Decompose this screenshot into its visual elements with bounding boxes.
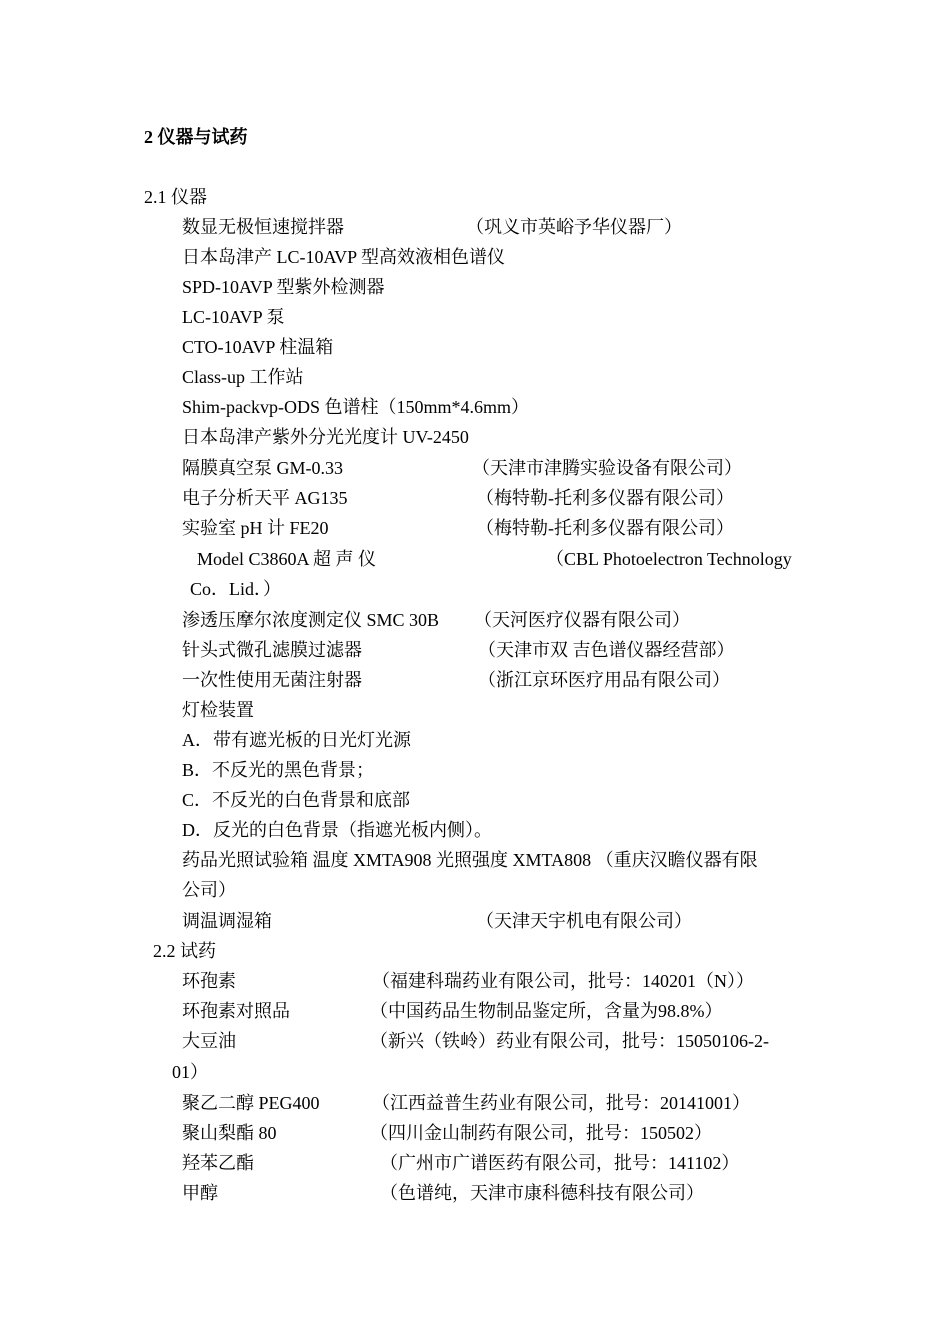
instrument-maker: （CBL Photoelectron Technology bbox=[546, 549, 792, 569]
instrument-maker: （天津市双 吉色谱仪器经营部） bbox=[478, 640, 735, 660]
reagent-name: 环孢素对照品 bbox=[182, 1001, 290, 1021]
reagent-name: 羟苯乙酯 bbox=[182, 1153, 254, 1173]
reagent-name: 大豆油 bbox=[182, 1031, 236, 1051]
reagent-maker: （福建科瑞药业有限公司，批号：140201（N）） bbox=[372, 971, 754, 991]
instrument-name: 日本岛津产 LC-10AVP 型高效液相色谱仪 bbox=[182, 247, 506, 267]
reagent-maker: （广州市广谱医药有限公司，批号：141102） bbox=[380, 1153, 740, 1173]
reagent-maker: （中国药品生物制品鉴定所，含量为98.8%） bbox=[370, 1001, 723, 1021]
instrument-name: 一次性使用无菌注射器 bbox=[182, 670, 362, 690]
instrument-name: Shim-packvp-ODS 色谱柱（150mm*4.6mm） bbox=[182, 397, 529, 417]
reagent-name: 聚乙二醇 PEG400 bbox=[182, 1093, 320, 1113]
instrument-name: 调温调湿箱 bbox=[182, 911, 272, 931]
reagent-maker-cont: 01） bbox=[172, 1062, 208, 1082]
instrument-name: 实验室 pH 计 FE20 bbox=[182, 518, 329, 538]
instrument-maker-cont: Co．Lid．） bbox=[190, 579, 282, 599]
instrument-name: Model C3860A 超 声 仪 bbox=[197, 549, 377, 569]
reagent-name: 环孢素 bbox=[182, 971, 236, 991]
instrument-name: 隔膜真空泵 GM-0.33 bbox=[182, 458, 343, 478]
instrument-maker: （天津天宇机电有限公司） bbox=[476, 911, 692, 931]
instrument-name: 数显无极恒速搅拌器 bbox=[182, 217, 344, 237]
reagent-name: 聚山梨酯 80 bbox=[182, 1123, 277, 1143]
instrument-name: 电子分析天平 AG135 bbox=[182, 488, 348, 508]
reagent-maker: （新兴（铁岭）药业有限公司，批号：15050106-2- bbox=[370, 1031, 769, 1051]
instrument-name: CTO-10AVP 柱温箱 bbox=[182, 337, 334, 357]
subsection-reagents: 2.2 试药 bbox=[153, 941, 216, 961]
reagent-name: 甲醇 bbox=[182, 1183, 218, 1203]
instrument-light-box: 药品光照试验箱 温度 XMTA908 光照强度 XMTA808 （重庆汉瞻仪器有限 bbox=[182, 850, 758, 870]
instrument-maker: （梅特勒-托利多仪器有限公司） bbox=[476, 488, 734, 508]
instrument-name: 渗透压摩尔浓度测定仪 SMC 30B bbox=[182, 610, 440, 630]
section-heading: 2 仪器与试药 bbox=[144, 127, 248, 147]
subsection-instruments: 2.1 仪器 bbox=[144, 187, 207, 207]
list-item: C．不反光的白色背景和底部 bbox=[182, 790, 411, 810]
instrument-light-box-cont: 公司） bbox=[182, 880, 236, 900]
instrument-name: 日本岛津产紫外分光光度计 UV-2450 bbox=[182, 427, 469, 447]
list-item: D．反光的白色背景（指遮光板内侧）。 bbox=[182, 820, 492, 840]
instrument-maker: （梅特勒-托利多仪器有限公司） bbox=[476, 518, 734, 538]
instrument-name: 针头式微孔滤膜过滤器 bbox=[182, 640, 362, 660]
instrument-maker: （天津市津腾实验设备有限公司） bbox=[472, 458, 742, 478]
instrument-name: LC-10AVP 泵 bbox=[182, 307, 285, 327]
instrument-name: 灯检装置 bbox=[182, 700, 254, 720]
instrument-name: SPD-10AVP 型紫外检测器 bbox=[182, 277, 385, 297]
reagent-maker: （色谱纯，天津市康科德科技有限公司） bbox=[380, 1183, 704, 1203]
instrument-maker: （天河医疗仪器有限公司） bbox=[474, 610, 690, 630]
reagent-maker: （江西益普生药业有限公司，批号：20141001） bbox=[372, 1093, 750, 1113]
instrument-name: Class-up 工作站 bbox=[182, 367, 304, 387]
instrument-maker: （浙江京环医疗用品有限公司） bbox=[478, 670, 730, 690]
instrument-maker: （巩义市英峪予华仪器厂） bbox=[466, 217, 682, 237]
reagent-maker: （四川金山制药有限公司，批号：150502） bbox=[370, 1123, 712, 1143]
list-item: B．不反光的黑色背景； bbox=[182, 760, 375, 780]
list-item: A．带有遮光板的日光灯光源 bbox=[182, 730, 411, 750]
